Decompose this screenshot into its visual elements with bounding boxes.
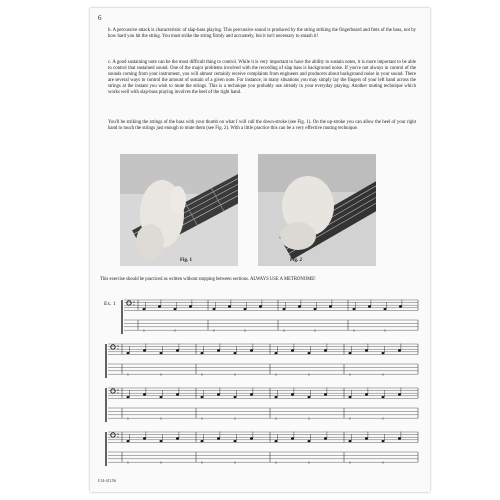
note-head bbox=[213, 308, 216, 310]
note-head bbox=[324, 349, 327, 351]
tab-number: 0 bbox=[143, 328, 145, 333]
tab-number: 0 bbox=[234, 416, 236, 421]
note-head bbox=[382, 440, 385, 442]
note-head bbox=[353, 308, 356, 310]
note-head bbox=[291, 349, 294, 351]
tab-number: 0 bbox=[275, 372, 277, 377]
note-head bbox=[127, 396, 130, 398]
note-head bbox=[217, 393, 220, 395]
note-head bbox=[250, 437, 253, 439]
note-head bbox=[384, 308, 387, 310]
tab-number: 0 bbox=[160, 416, 162, 421]
tab-number: 0 bbox=[201, 372, 203, 377]
note-head bbox=[365, 437, 368, 439]
note-head bbox=[201, 352, 204, 354]
tab-number: 0 bbox=[314, 328, 316, 333]
note-head bbox=[349, 352, 352, 354]
figure-2-photo bbox=[258, 154, 376, 266]
note-head bbox=[398, 437, 401, 439]
tab-number: 0 bbox=[127, 372, 129, 377]
note-head bbox=[291, 393, 294, 395]
note-head bbox=[250, 393, 253, 395]
music-system bbox=[122, 300, 418, 335]
tab-number: 0 bbox=[349, 416, 351, 421]
note-head bbox=[234, 396, 237, 398]
tab-number: 0 bbox=[384, 328, 386, 333]
tab-number: 0 bbox=[283, 328, 285, 333]
note-head bbox=[244, 308, 247, 310]
note-head bbox=[176, 349, 179, 351]
tab-number: 0 bbox=[308, 416, 310, 421]
tab-number: 0 bbox=[160, 372, 162, 377]
note-head bbox=[308, 440, 311, 442]
note-head bbox=[365, 393, 368, 395]
note-head bbox=[382, 352, 385, 354]
page-number: 6 bbox=[98, 14, 102, 22]
tab-number: 0 bbox=[353, 328, 355, 333]
music-notation-systems bbox=[90, 288, 430, 478]
tab-number: 0 bbox=[308, 460, 310, 465]
note-head bbox=[349, 440, 352, 442]
note-head bbox=[275, 396, 278, 398]
tab-number: 0 bbox=[160, 460, 162, 465]
tab-number: 0 bbox=[382, 372, 384, 377]
tab-number: 0 bbox=[275, 416, 277, 421]
note-head bbox=[234, 352, 237, 354]
note-head bbox=[324, 437, 327, 439]
note-head bbox=[228, 305, 231, 307]
note-head bbox=[143, 393, 146, 395]
note-head bbox=[275, 352, 278, 354]
note-head bbox=[398, 349, 401, 351]
footer-code: £14-41156 bbox=[98, 478, 116, 483]
note-head bbox=[160, 396, 163, 398]
tab-number: 0 bbox=[234, 460, 236, 465]
note-head bbox=[174, 308, 177, 310]
tab-number: 0 bbox=[244, 328, 246, 333]
note-head bbox=[201, 396, 204, 398]
note-head bbox=[201, 440, 204, 442]
note-head bbox=[329, 305, 332, 307]
music-system bbox=[106, 344, 418, 379]
note-head bbox=[349, 396, 352, 398]
note-head bbox=[398, 393, 401, 395]
tab-number: 0 bbox=[201, 416, 203, 421]
music-system bbox=[106, 388, 418, 423]
note-head bbox=[127, 440, 130, 442]
note-head bbox=[368, 305, 371, 307]
note-head bbox=[234, 440, 237, 442]
paragraph-down-stroke: You'll be striking the strings of the bass with your thumb on what I will call the down-stroke (see Fig. 1). On the up-stroke you can allow the heel of your right hand to touch the strings just enough to mute them (see Fig. 2). With a little practice this can be a very effective muting technique. bbox=[108, 120, 416, 132]
note-head bbox=[217, 437, 220, 439]
tab-number: 0 bbox=[174, 328, 176, 333]
note-head bbox=[298, 305, 301, 307]
note-head bbox=[259, 305, 262, 307]
note-head bbox=[324, 393, 327, 395]
tab-number: 0 bbox=[275, 460, 277, 465]
note-head bbox=[143, 308, 146, 310]
tab-number: 0 bbox=[234, 372, 236, 377]
paragraph-sustaining-note: c. A good sustaining note can be the most difficult thing to control. While it is very important to have the ability to sustain notes, it is more important to be able to control that sustained sound. One of the major problems involved with the recording of slap bass is background noise. If you're not always in control of the sounds coming from your instrument, you will almost certainly receive complaints from engineers and producers about background noise in your sound. There are several ways to control the amount of sustain of a given note. For instance, in many situations you may simply lay the fingers of your left hand across the strings at the instant you wish to mute the strings. This is a technique you probably use already in your everyday playing. Another muting technique which works well with slap-bass playing involves the heel of the right hand. bbox=[108, 60, 416, 96]
paragraph-percussive-attack: b. A percussive attack is characteristic of slap-bass playing. This percussive sound is produced by the string striking the fingerboard and frets of the bass, not by how hard you hit the string. You must strike the string firmly and accurately, but it isn't necessary to smash it! bbox=[108, 28, 416, 40]
note-head bbox=[160, 440, 163, 442]
note-head bbox=[365, 349, 368, 351]
tab-number: 0 bbox=[349, 460, 351, 465]
exercise-label: Ex. 1 bbox=[104, 301, 116, 307]
note-head bbox=[143, 349, 146, 351]
tab-number: 0 bbox=[349, 372, 351, 377]
note-head bbox=[143, 437, 146, 439]
note-head bbox=[189, 305, 192, 307]
note-head bbox=[308, 396, 311, 398]
note-head bbox=[250, 349, 253, 351]
note-head bbox=[275, 440, 278, 442]
figure-2-caption: Fig. 2 bbox=[290, 258, 302, 263]
tab-number: 0 bbox=[213, 328, 215, 333]
note-head bbox=[158, 305, 161, 307]
exercise-instruction: This exercise should be practiced as written without stopping between sections. ALWAYS USE A METRONOME! bbox=[100, 277, 316, 282]
figure-1-caption: Fig. 1 bbox=[180, 258, 192, 263]
note-head bbox=[382, 396, 385, 398]
tab-number: 0 bbox=[382, 460, 384, 465]
note-head bbox=[217, 349, 220, 351]
tab-number: 0 bbox=[308, 372, 310, 377]
note-head bbox=[160, 352, 163, 354]
note-head bbox=[291, 437, 294, 439]
note-head bbox=[314, 308, 317, 310]
note-head bbox=[176, 437, 179, 439]
book-page bbox=[90, 8, 430, 492]
figure-1-photo bbox=[120, 154, 238, 266]
note-head bbox=[176, 393, 179, 395]
tab-number: 0 bbox=[382, 416, 384, 421]
tab-number: 0 bbox=[127, 416, 129, 421]
note-head bbox=[308, 352, 311, 354]
note-head bbox=[127, 352, 130, 354]
note-head bbox=[399, 305, 402, 307]
tab-number: 0 bbox=[201, 460, 203, 465]
music-system bbox=[106, 432, 418, 467]
note-head bbox=[283, 308, 286, 310]
tab-number: 0 bbox=[127, 460, 129, 465]
